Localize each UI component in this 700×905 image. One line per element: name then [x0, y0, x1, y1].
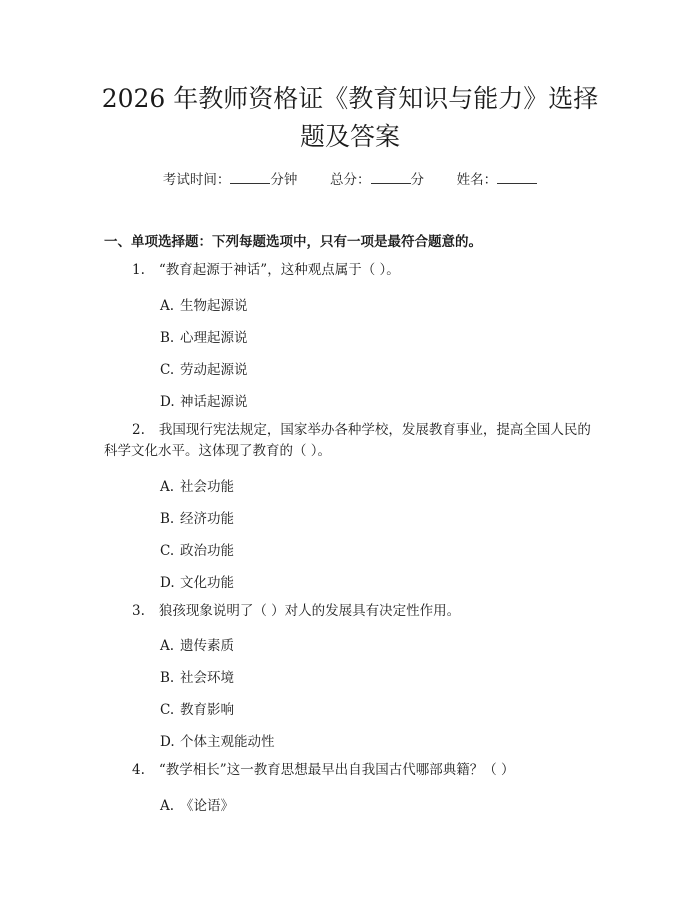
option-letter: B.: [160, 330, 175, 346]
question-text: 狼孩现象说明了（ ）对人的发展具有决定性作用。: [158, 603, 461, 619]
option-1a: [160, 294, 248, 314]
option-3a: [160, 634, 234, 654]
option-letter: A.: [160, 298, 175, 314]
question-number: 1.: [132, 262, 145, 278]
question-text: “教育起源于神话”，这种观点属于（ ）。: [158, 262, 400, 278]
option-letter: A.: [160, 638, 175, 654]
option-text: 文化功能: [180, 575, 234, 591]
option-text: 《论语》: [180, 798, 234, 814]
time-blank: [230, 171, 270, 184]
title-line-1: 2026 年教师资格证《教育知识与能力》选择: [101, 84, 599, 113]
question-3: [104, 601, 604, 622]
option-text: 政治功能: [180, 543, 234, 559]
option-text: 个体主观能动性: [180, 734, 275, 750]
exam-meta: [0, 168, 700, 188]
option-text: 经济功能: [180, 511, 234, 527]
option-text: 心理起源说: [180, 330, 248, 346]
option-letter: C.: [160, 543, 175, 559]
option-2a: [160, 475, 234, 495]
section-heading: 一、单项选择题：下列每题选项中，只有一项是最符合题意的。: [104, 234, 482, 250]
option-letter: A.: [160, 798, 175, 814]
option-text: 神话起源说: [180, 394, 248, 410]
name-blank: [497, 171, 537, 184]
option-1b: [160, 326, 248, 346]
time-unit: 分钟: [270, 172, 298, 188]
option-3c: [160, 698, 234, 718]
question-text: “教学相长”这一教育思想最早出自我国古代哪部典籍？（ ）: [158, 762, 515, 778]
option-2c: [160, 539, 234, 559]
option-2d: [160, 571, 234, 591]
option-letter: B.: [160, 511, 175, 527]
question-number: 2.: [132, 422, 145, 438]
option-text: 社会功能: [180, 479, 234, 495]
name-label: 姓名：: [456, 172, 498, 188]
question-4: [104, 760, 604, 781]
question-1: [104, 260, 604, 281]
option-1c: [160, 358, 248, 378]
question-2: [104, 420, 604, 462]
question-number: 3.: [132, 603, 145, 619]
option-text: 生物起源说: [180, 298, 248, 314]
score-label: 总分：: [330, 172, 371, 188]
option-4a: [160, 794, 234, 814]
title-line-2: 题及答案: [299, 122, 400, 151]
time-label: 考试时间：: [162, 172, 231, 188]
question-text: 我国现行宪法规定，国家举办各种学校，发展教育事业，提高全国人民的科学文化水平。这体现了教育的（ ）。: [104, 422, 591, 459]
option-text: 教育影响: [180, 702, 234, 718]
option-3d: [160, 730, 275, 750]
option-text: 社会环境: [180, 670, 234, 686]
option-1d: [160, 390, 248, 410]
option-letter: C.: [160, 702, 175, 718]
option-text: 劳动起源说: [180, 362, 248, 378]
option-2b: [160, 507, 234, 527]
option-letter: C.: [160, 362, 175, 378]
document-title: [90, 80, 610, 156]
option-letter: D.: [160, 734, 175, 750]
option-letter: D.: [160, 394, 175, 410]
option-text: 遗传素质: [180, 638, 234, 654]
option-letter: A.: [160, 479, 175, 495]
score-blank: [371, 171, 411, 184]
score-unit: 分: [410, 172, 424, 188]
option-3b: [160, 666, 234, 686]
option-letter: D.: [160, 575, 175, 591]
question-number: 4.: [132, 762, 145, 778]
option-letter: B.: [160, 670, 175, 686]
